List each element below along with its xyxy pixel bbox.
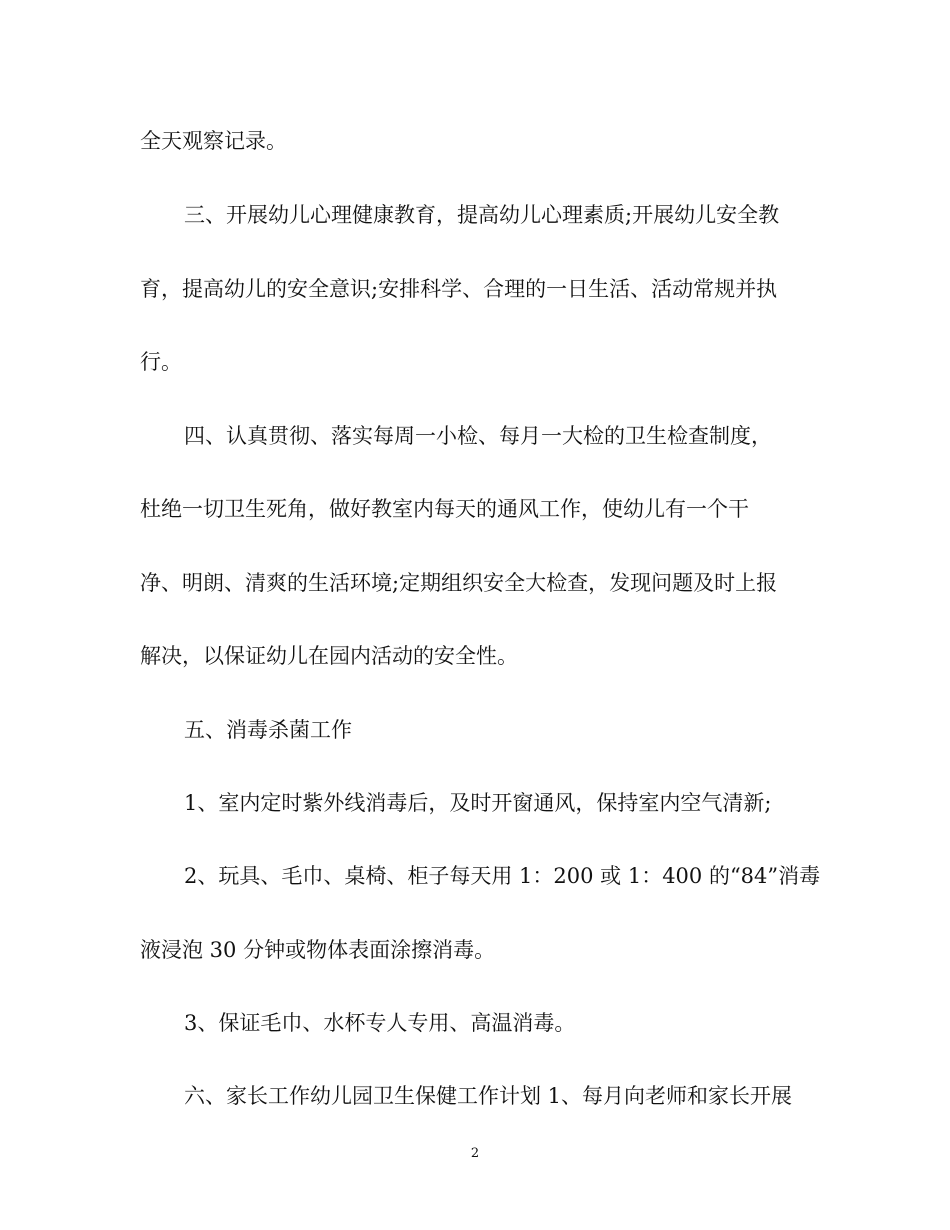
text-line: 行。 [140,350,182,374]
text-line: 液浸泡 30 分钟或物体表面涂擦消毒。 [140,938,496,962]
text-line: 五、消毒杀菌工作 [184,718,352,742]
text-line: 杜绝一切卫生死角，做好教室内每天的通风工作，使幼儿有一个干 [140,497,749,521]
text-line: 1、室内定时紫外线消毒后，及时开窗通风，保持室内空气清新; [184,791,772,815]
text-line: 净、明朗、清爽的生活环境;定期组织安全大检查，发现问题及时上报 [140,571,778,595]
text-line: 育，提高幼儿的安全意识;安排科学、合理的一日生活、活动常规并执 [140,277,778,301]
text-line: 3、保证毛巾、水杯专人专用、高温消毒。 [184,1011,576,1035]
text-line: 全天观察记录。 [140,129,287,153]
text-line: 解决，以保证幼儿在园内活动的安全性。 [140,644,518,668]
text-line: 2、玩具、毛巾、桌椅、柜子每天用 1：200 或 1：400 的“84”消毒 [184,864,821,888]
text-line: 四、认真贯彻、落实每周一小检、每月一大检的卫生检查制度， [184,424,772,448]
text-line: 六、家长工作幼儿园卫生保健工作计划 1、每月向老师和家长开展 [184,1084,793,1108]
page-number: 2 [470,1146,480,1161]
text-line: 三、开展幼儿心理健康教育，提高幼儿心理素质;开展幼儿安全教 [184,203,780,227]
